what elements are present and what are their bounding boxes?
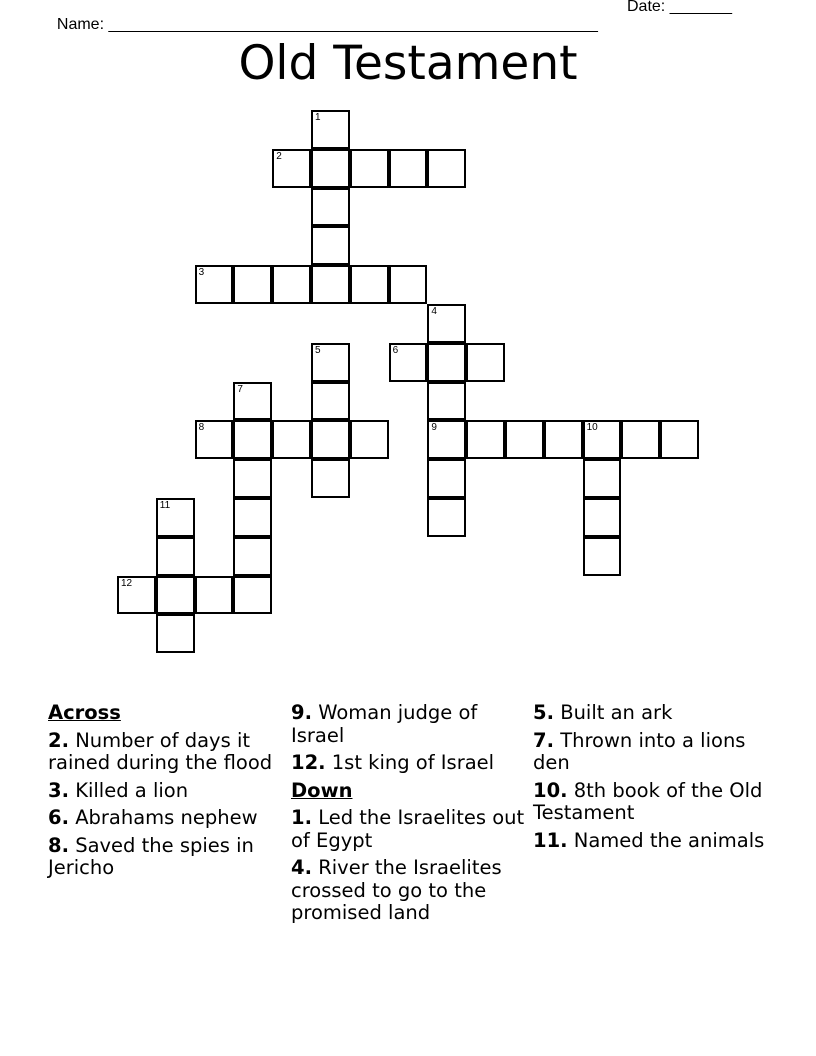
grid-cell[interactable] [583, 498, 622, 537]
clue-across-2 [48, 730, 283, 775]
name-field-label: Name: _______________________________________________________ [56, 16, 598, 33]
grid-cell[interactable] [427, 498, 466, 537]
grid-cell[interactable] [583, 459, 622, 498]
clue-across-3 [48, 780, 283, 803]
grid-cell[interactable] [311, 459, 350, 498]
grid-cell[interactable] [505, 420, 544, 459]
cell-number: 12 [121, 577, 133, 589]
grid-cell[interactable] [195, 420, 234, 459]
clue-text: Saved the spies in Jericho [48, 833, 254, 879]
clue-down-7 [533, 730, 768, 775]
down-heading: Down [291, 778, 353, 802]
grid-cell[interactable] [311, 110, 350, 149]
cell-number: 10 [586, 422, 598, 434]
grid-cell[interactable] [311, 382, 350, 421]
cell-number: 6 [392, 344, 399, 356]
across-heading: Across [48, 701, 121, 724]
clue-across-8 [48, 835, 283, 880]
grid-cell[interactable] [233, 265, 272, 304]
grid-cell[interactable] [544, 420, 583, 459]
grid-cell[interactable] [350, 420, 389, 459]
cell-number: 2 [276, 150, 282, 162]
clue-down-4 [291, 857, 526, 925]
clue-text: 8th book of the Old Testament [533, 778, 763, 824]
grid-cell[interactable] [389, 265, 428, 304]
clue-text: Number of days it rained during the flood [48, 728, 273, 774]
cell-number: 1 [315, 112, 321, 123]
clue-number: 8. [48, 833, 69, 857]
grid-cell[interactable] [233, 420, 272, 459]
grid-cell[interactable] [117, 576, 156, 615]
grid-cell[interactable] [272, 265, 311, 304]
clue-across-9 [291, 702, 526, 747]
grid-cell[interactable] [195, 265, 234, 304]
clue-number: 1. [291, 806, 312, 829]
cell-number: 3 [198, 267, 205, 279]
cell-number: 4 [431, 306, 437, 317]
grid-cell[interactable] [311, 343, 350, 382]
grid-cell[interactable] [389, 149, 428, 188]
date-field-label: Date: _______ [627, 0, 732, 15]
clue-across-12 [291, 752, 526, 775]
clue-number: 7. [533, 728, 554, 752]
clue-number: 12. [291, 751, 326, 774]
clue-number: 5. [533, 701, 554, 724]
grid-cell[interactable] [311, 149, 350, 188]
grid-cell[interactable] [583, 537, 622, 576]
clue-text: Abrahams nephew [75, 806, 258, 829]
cell-number: 7 [237, 383, 243, 395]
clue-text: River the Israelites crossed to go to the promised land [291, 856, 502, 924]
clue-number: 11. [533, 828, 568, 852]
grid-cell[interactable] [311, 188, 350, 227]
clue-number: 3. [48, 778, 69, 802]
grid-cell[interactable] [427, 304, 466, 343]
cell-number: 8 [198, 422, 205, 434]
grid-cell[interactable] [272, 420, 311, 459]
clue-number: 2. [48, 728, 69, 752]
clue-number: 10. [533, 778, 568, 802]
clues-column-3 [533, 702, 768, 857]
clue-text: Woman judge of Israel [291, 701, 478, 747]
clue-number: 6. [48, 806, 69, 829]
grid-cell[interactable] [156, 576, 195, 615]
clue-text: Named the animals [573, 828, 765, 852]
clue-down-11 [533, 830, 768, 853]
grid-cell[interactable] [233, 537, 272, 576]
grid-cell[interactable] [233, 382, 272, 421]
grid-cell[interactable] [427, 420, 466, 459]
grid-cell[interactable] [427, 382, 466, 421]
clue-text: 1st king of Israel [331, 751, 495, 774]
grid-cell[interactable] [156, 614, 195, 653]
cell-number: 9 [431, 422, 437, 434]
grid-cell[interactable] [466, 343, 505, 382]
grid-cell[interactable] [233, 498, 272, 537]
grid-cell[interactable] [350, 149, 389, 188]
grid-cell[interactable] [311, 265, 350, 304]
clues-column-2 [291, 702, 526, 930]
grid-cell[interactable] [350, 265, 389, 304]
grid-cell[interactable] [621, 420, 660, 459]
grid-cell[interactable] [311, 420, 350, 459]
grid-cell[interactable] [233, 576, 272, 615]
grid-cell[interactable] [156, 537, 195, 576]
grid-cell[interactable] [660, 420, 699, 459]
grid-cell[interactable] [427, 343, 466, 382]
clue-down-10 [533, 780, 768, 825]
clue-down-5 [533, 702, 768, 725]
grid-cell[interactable] [389, 343, 428, 382]
clue-text: Built an ark [560, 701, 673, 724]
clues-column-1 [48, 702, 283, 885]
grid-cell[interactable] [311, 226, 350, 265]
grid-cell[interactable] [466, 420, 505, 459]
grid-cell[interactable] [156, 498, 195, 537]
clue-number: 4. [291, 856, 312, 879]
grid-cell[interactable] [195, 576, 234, 615]
grid-cell[interactable] [427, 149, 466, 188]
grid-cell[interactable] [233, 459, 272, 498]
clue-text: Thrown into a lions den [533, 728, 746, 774]
grid-cell[interactable] [583, 420, 622, 459]
clue-text: Led the Israelites out of Egypt [291, 806, 525, 852]
clue-number: 9. [291, 701, 312, 724]
grid-cell[interactable] [427, 459, 466, 498]
cell-number: 11 [159, 500, 171, 511]
clue-across-6 [48, 807, 283, 830]
grid-cell[interactable] [272, 149, 311, 188]
page-title: Old Testament [238, 36, 578, 91]
clue-text: Killed a lion [75, 778, 189, 802]
clue-down-1 [291, 807, 526, 852]
cell-number: 5 [315, 344, 321, 356]
